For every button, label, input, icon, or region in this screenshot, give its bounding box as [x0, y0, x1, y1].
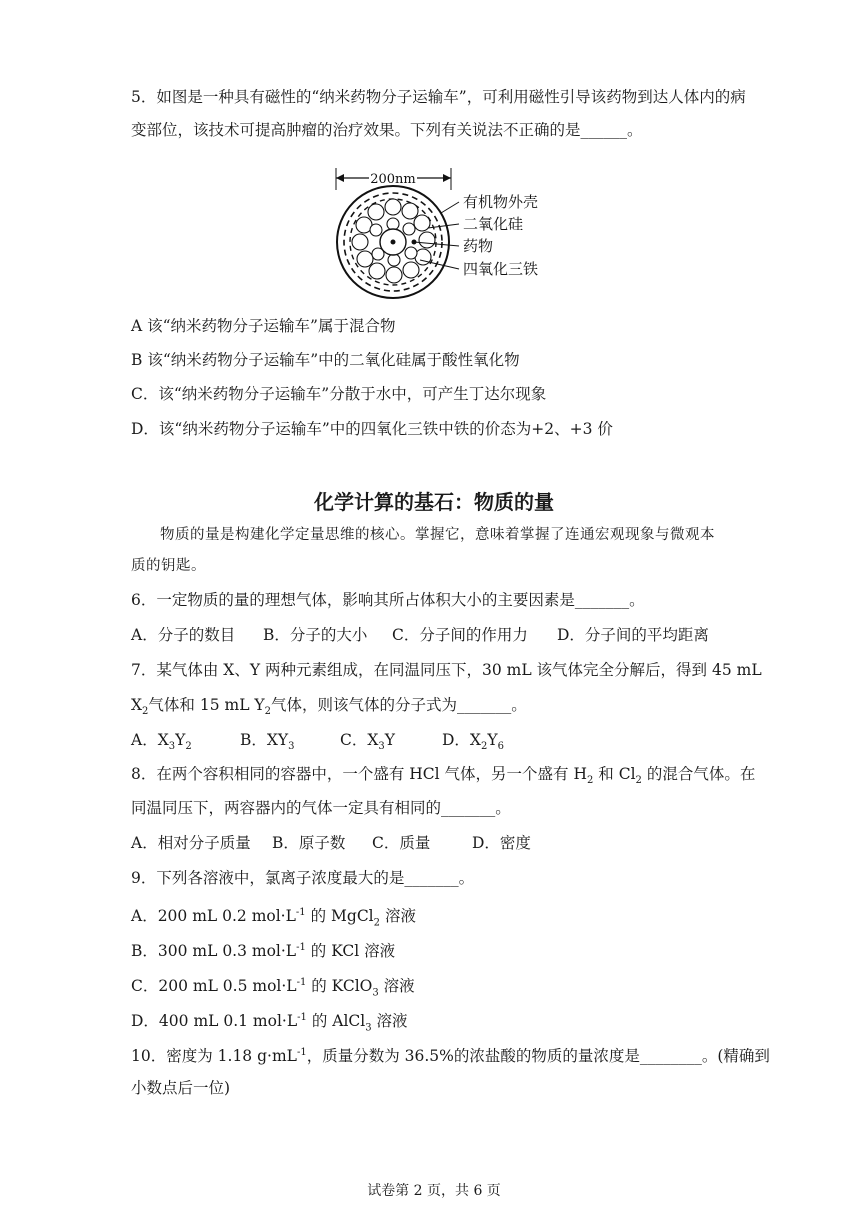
- q10-stem-line2: 小数点后一位): [131, 1079, 231, 1097]
- q5-option-c: C．该“纳米药物分子运输车”分散于水中，可产生丁达尔现象: [131, 385, 547, 403]
- q6-option-c: C．分子间的作用力: [392, 626, 528, 644]
- q6-option-a: A．分子的数目: [131, 626, 236, 644]
- q7-option-d: D．$X_2Y_6$: [442, 731, 504, 753]
- q5-option-b: B 该“纳米药物分子运输车”中的二氧化硅属于酸性氧化物: [131, 351, 520, 369]
- label-iron-oxide: 四氧化三铁: [463, 260, 539, 278]
- section-intro-line2: 质的钥匙。: [131, 558, 206, 574]
- nano-carrier-figure: [323, 160, 563, 304]
- q8-option-c: C．质量: [372, 834, 431, 852]
- q9-option-a: A．200 mL 0.2 $mol\cdot L^{-1}$ 的 MgCl$_2$ 溶液: [131, 907, 416, 929]
- page-footer: 试卷第 2 页，共 6 页: [367, 1183, 501, 1199]
- q8-option-d: D．密度: [472, 834, 531, 852]
- q8-option-a: A．相对分子质量: [131, 834, 251, 852]
- q6-stem: 6．一定物质的量的理想气体，影响其所占体积大小的主要因素是_______。: [131, 591, 645, 609]
- q9-option-c: C．200 mL 0.5 $mol\cdot L^{-1}$ 的 KClO$_3$ 溶液: [131, 977, 415, 999]
- q10-stem-line1: 10．密度为 1.18 $g\cdot mL^{-1}$，质量分数为 36.5%的浓盐酸的物质的量浓度是________。(精确到: [131, 1047, 770, 1066]
- q5-stem-line1: 5．如图是一种具有磁性的“纳米药物分子运输车”，可利用磁性引导该药物到达人体内的病: [131, 88, 746, 106]
- q7-stem-line1: 7．某气体由 X、Y 两种元素组成，在同温同压下，30 mL 该气体完全分解后，得到 45 mL: [131, 661, 762, 679]
- section-intro-line1: 物质的量是构建化学定量思维的核心。掌握它，意味着掌握了连通宏观现象与微观本: [160, 527, 715, 543]
- q6-option-d: D．分子间的平均距离: [557, 626, 709, 644]
- q7-option-b: B．$XY_3$: [240, 731, 295, 753]
- q5-stem-line2: 变部位，该技术可提高肿瘤的治疗效果。下列有关说法不正确的是______。: [131, 121, 643, 139]
- section-title: 化学计算的基石：物质的量: [314, 490, 554, 514]
- q5-option-a: A 该“纳米药物分子运输车”属于混合物: [131, 317, 396, 335]
- nano-carrier-diagram: [323, 160, 563, 300]
- q7-option-a: A．$X_3Y_2$: [131, 731, 192, 753]
- q5-option-d: D．该“纳米药物分子运输车”中的四氧化三铁中铁的价态为+2、+3 价: [131, 420, 613, 438]
- width-label: 200nm: [370, 172, 416, 187]
- q8-stem-line2: 同温同压下，两容器内的气体一定具有相同的_______。: [131, 799, 511, 817]
- label-drug: 药物: [463, 237, 494, 255]
- label-organic-shell: 有机物外壳: [463, 193, 539, 211]
- q8-stem-line1: 8．在两个容积相同的容器中，一个盛有 HCl 气体，另一个盛有 $H_2$ 和 $Cl_2$ 的混合气体。在: [131, 765, 756, 787]
- q7-option-c: C．$X_3Y$: [340, 731, 396, 753]
- q9-option-d: D．400 mL 0.1 $mol\cdot L^{-1}$ 的 AlCl$_3$ 溶液: [131, 1012, 408, 1034]
- label-silica: 二氧化硅: [463, 215, 524, 233]
- q8-option-b: B．原子数: [272, 834, 346, 852]
- q6-option-b: B．分子的大小: [263, 626, 368, 644]
- q9-stem: 9．下列各溶液中，氯离子浓度最大的是_______。: [131, 869, 475, 887]
- q9-option-b: B．300 mL 0.3 $mol\cdot L^{-1}$ 的 KCl 溶液: [131, 942, 396, 961]
- q7-stem-line2: $X_2$气体和 15 mL $Y_2$气体，则该气体的分子式为_______。: [131, 696, 527, 718]
